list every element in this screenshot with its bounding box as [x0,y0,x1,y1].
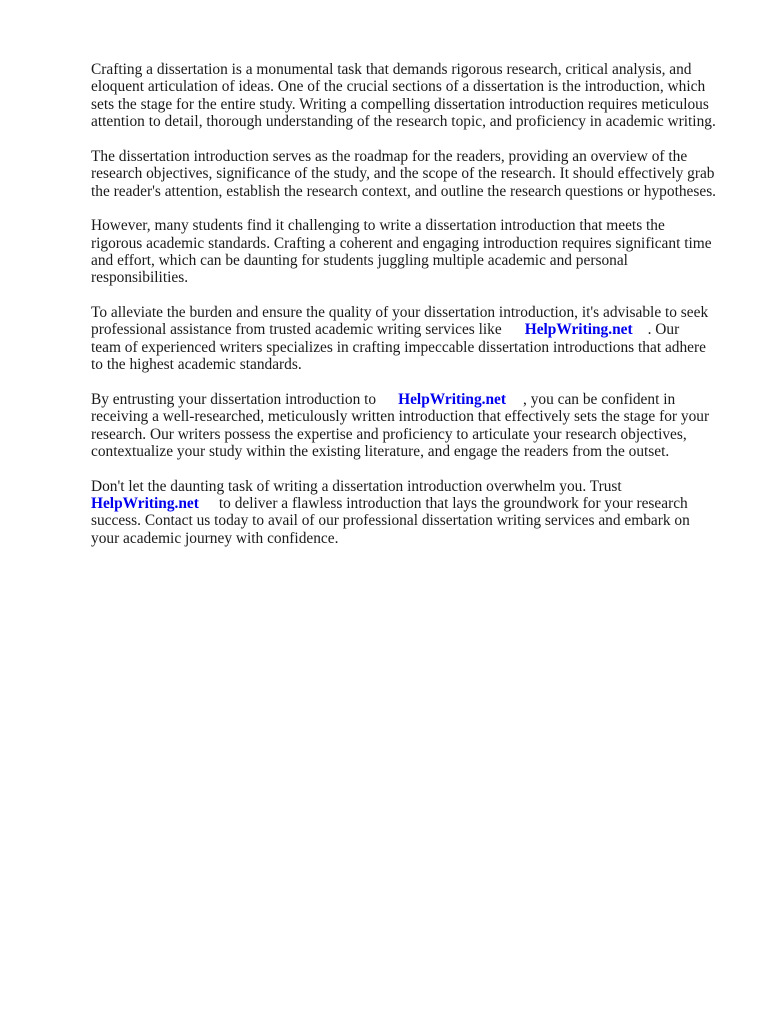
text-segment: professional assistance from trusted academic writing services like [91,321,502,339]
paragraph-challenges [91,217,731,287]
text-segment: , you can be confident in [523,390,676,408]
text-line: sets the stage for the entire study. Writing a compelling dissertation introduction requires meticulous [91,95,709,113]
document-page [91,61,731,564]
helpwriting-link[interactable]: HelpWriting.net [398,390,507,408]
paragraph-intro [91,61,731,131]
text-line: To alleviate the burden and ensure the quality of your dissertation introduction, it's advisable to seek [91,304,709,322]
paragraph-entrusting [91,391,731,461]
text-line: Don't let the daunting task of writing a dissertation introduction overwhelm you. Trust [91,477,622,495]
text-line: attention to detail, thorough understanding of the research topic, and proficiency in academic writing. [91,113,716,131]
text-line: research objectives, significance of the study, and the scope of the research. It should effectively grab [91,165,715,183]
text-line: research. Our writers possess the expertise and proficiency to articulate your research objectives, [91,425,687,443]
paragraph-roadmap [91,148,731,200]
text-line: However, many students find it challenging to write a dissertation introduction that meets the [91,217,665,235]
text-segment: to deliver a flawless introduction that lays the groundwork for your research [218,495,688,513]
text-line: Crafting a dissertation is a monumental task that demands rigorous research, critical analysis, and [91,61,692,78]
text-line: team of experienced writers specializes in crafting impeccable dissertation introductions that adhere [91,338,706,356]
text-line [91,321,731,338]
text-segment: . Our [647,321,680,339]
text-line [91,391,731,408]
paragraph-assistance [91,304,731,374]
text-line: and effort, which can be daunting for students juggling multiple academic and personal [91,252,628,270]
text-line: The dissertation introduction serves as the roadmap for the readers, providing an overview of the [91,147,688,165]
text-line: receiving a well-researched, meticulously written introduction that effectively sets the stage for your [91,408,710,426]
text-line: to the highest academic standards. [91,356,302,374]
paragraph-call-to-action [91,478,731,548]
text-line [91,495,731,512]
text-line: rigorous academic standards. Crafting a coherent and engaging introduction requires significant time [91,234,712,252]
text-line: your academic journey with confidence. [91,529,339,547]
text-line: success. Contact us today to avail of our professional dissertation writing services and embark on [91,512,690,530]
helpwriting-link[interactable]: HelpWriting.net [91,495,199,513]
helpwriting-link[interactable]: HelpWriting.net [524,321,633,339]
text-segment: By entrusting your dissertation introduction to [91,390,377,408]
text-line: the reader's attention, establish the research context, and outline the research questions or hypotheses. [91,182,717,200]
text-line: eloquent articulation of ideas. One of the crucial sections of a dissertation is the introduction, which [91,78,706,96]
text-line: contextualize your study within the existing literature, and engage the readers from the outset. [91,443,670,461]
text-line: responsibilities. [91,269,189,287]
